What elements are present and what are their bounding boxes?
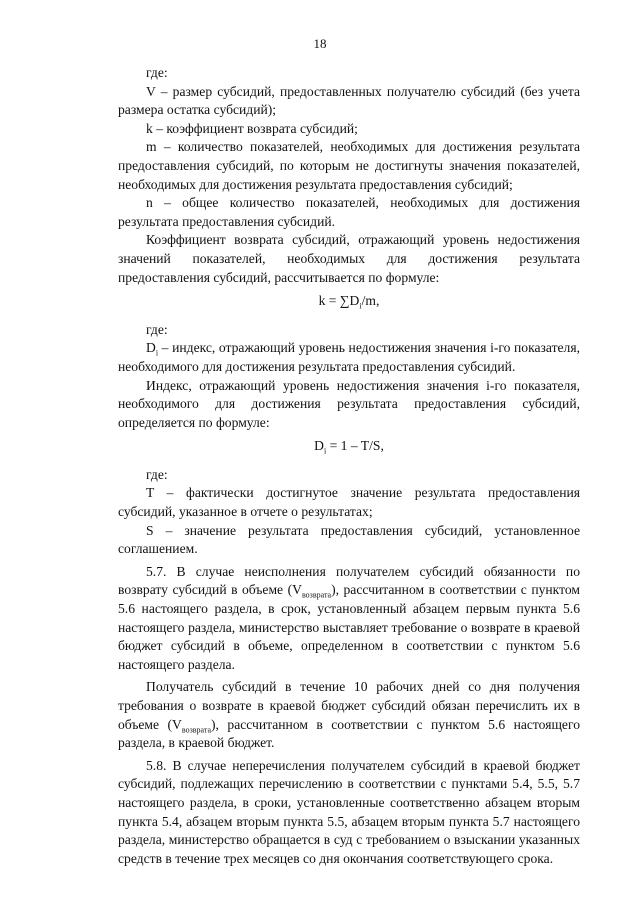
formula-k — [118, 292, 580, 311]
where-label: где: — [146, 321, 168, 337]
formula-d-lhs: D — [314, 438, 324, 454]
definition-k: k – коэффициент возврата субсидий; — [146, 120, 358, 136]
definition-v: V – размер субсидий, предоставленных получателю субсидий (без учета размера остатка субсидий); — [118, 83, 580, 118]
formula-k-rhs: /m, — [361, 293, 380, 309]
definition-di — [118, 339, 580, 376]
definition-t: T – фактически достигнутое значение результата предоставления субсидий, указанное в отчете о результатах; — [118, 485, 580, 520]
p57b-sub: возврата — [181, 725, 212, 735]
p57b-text-b: ), рассчитанном в соответствии с пунктом 5.6 настоящего раздела, в краевой бюджет. — [118, 716, 580, 751]
di-symbol: D — [146, 340, 156, 356]
formula-d-rhs: = 1 – T/S, — [326, 438, 384, 454]
p57b-text-a: Получатель субсидий в течение 10 рабочих дней со дня получения требования о возврате в краевой бюджет субсидий обязан перечислить их в объеме (V — [118, 679, 580, 732]
where-label: где: — [146, 65, 168, 80]
formula-d — [118, 437, 580, 456]
di-formula-intro: Индекс, отражающий уровень недостижения значения i-го показателя, необходимого для достижения результата предоставления субсидий, определяется по формуле: — [118, 377, 580, 430]
paragraph-5-7-second — [118, 678, 580, 752]
page-number: 18 — [313, 36, 327, 51]
p57-text-a: 5.7. В случае неисполнения получателем субсидий обязанности по возврату субсидий в объеме (V — [118, 563, 580, 598]
definition-m: m – количество показателей, необходимых для достижения результата предоставления субсидий, по которым не достигнуты значения показателей, необходимых для достижения результата предоставления субсидий; — [118, 139, 580, 192]
paragraph-5-7 — [118, 563, 580, 675]
where-label: где: — [146, 466, 168, 482]
di-sub: i — [155, 349, 159, 359]
p57-sub: возврата — [301, 591, 332, 601]
formula-k-sub: i — [359, 301, 362, 311]
p57-text-b: ), рассчитанном в соответствии с пунктом 5.6 настоящего раздела, в срок, установленный абзацем первым пункта 5.6 настоящего раздела, министерство выставляет требование о возврате в краевой бюджет субсидий в объеме, определенном в соответствии с пунктом 5.6 настоящего раздела. — [118, 582, 580, 672]
paragraph-5-8: 5.8. В случае неперечисления получателем субсидий в краевой бюджет субсидий, подлежащих перечислению в соответствии с пунктами 5.4, 5.5, 5.7 настоящего раздела, в сроки, установленные соответственно абзацем вторым пункта 5.4, абзацем вторым пункта 5.5, абзацем вторым пункта 5.7 настоящего раздела, министерство обращается в суд с требованием о взыскании указанных средств в течение трех месяцев со дня окончания соответствующего срока. — [118, 757, 580, 866]
document-body — [118, 64, 580, 868]
definition-n: n – общее количество показателей, необходимых для достижения результата предоставления субсидий. — [118, 195, 580, 229]
k-formula-intro: Коэффициент возврата субсидий, отражающий уровень недостижения значений показателей, необходимых для достижения результата предоставления субсидий, рассчитывается по формуле: — [118, 232, 580, 285]
di-text: – индекс, отражающий уровень недостижения значения i-го показателя, необходимого для достижения результата предоставления субсидий. — [118, 340, 580, 374]
formula-d-sub: i — [323, 447, 327, 456]
formula-k-lhs: k = ∑D — [318, 293, 360, 309]
definition-s: S – значение результата предоставления субсидий, установленное соглашением. — [118, 522, 580, 557]
